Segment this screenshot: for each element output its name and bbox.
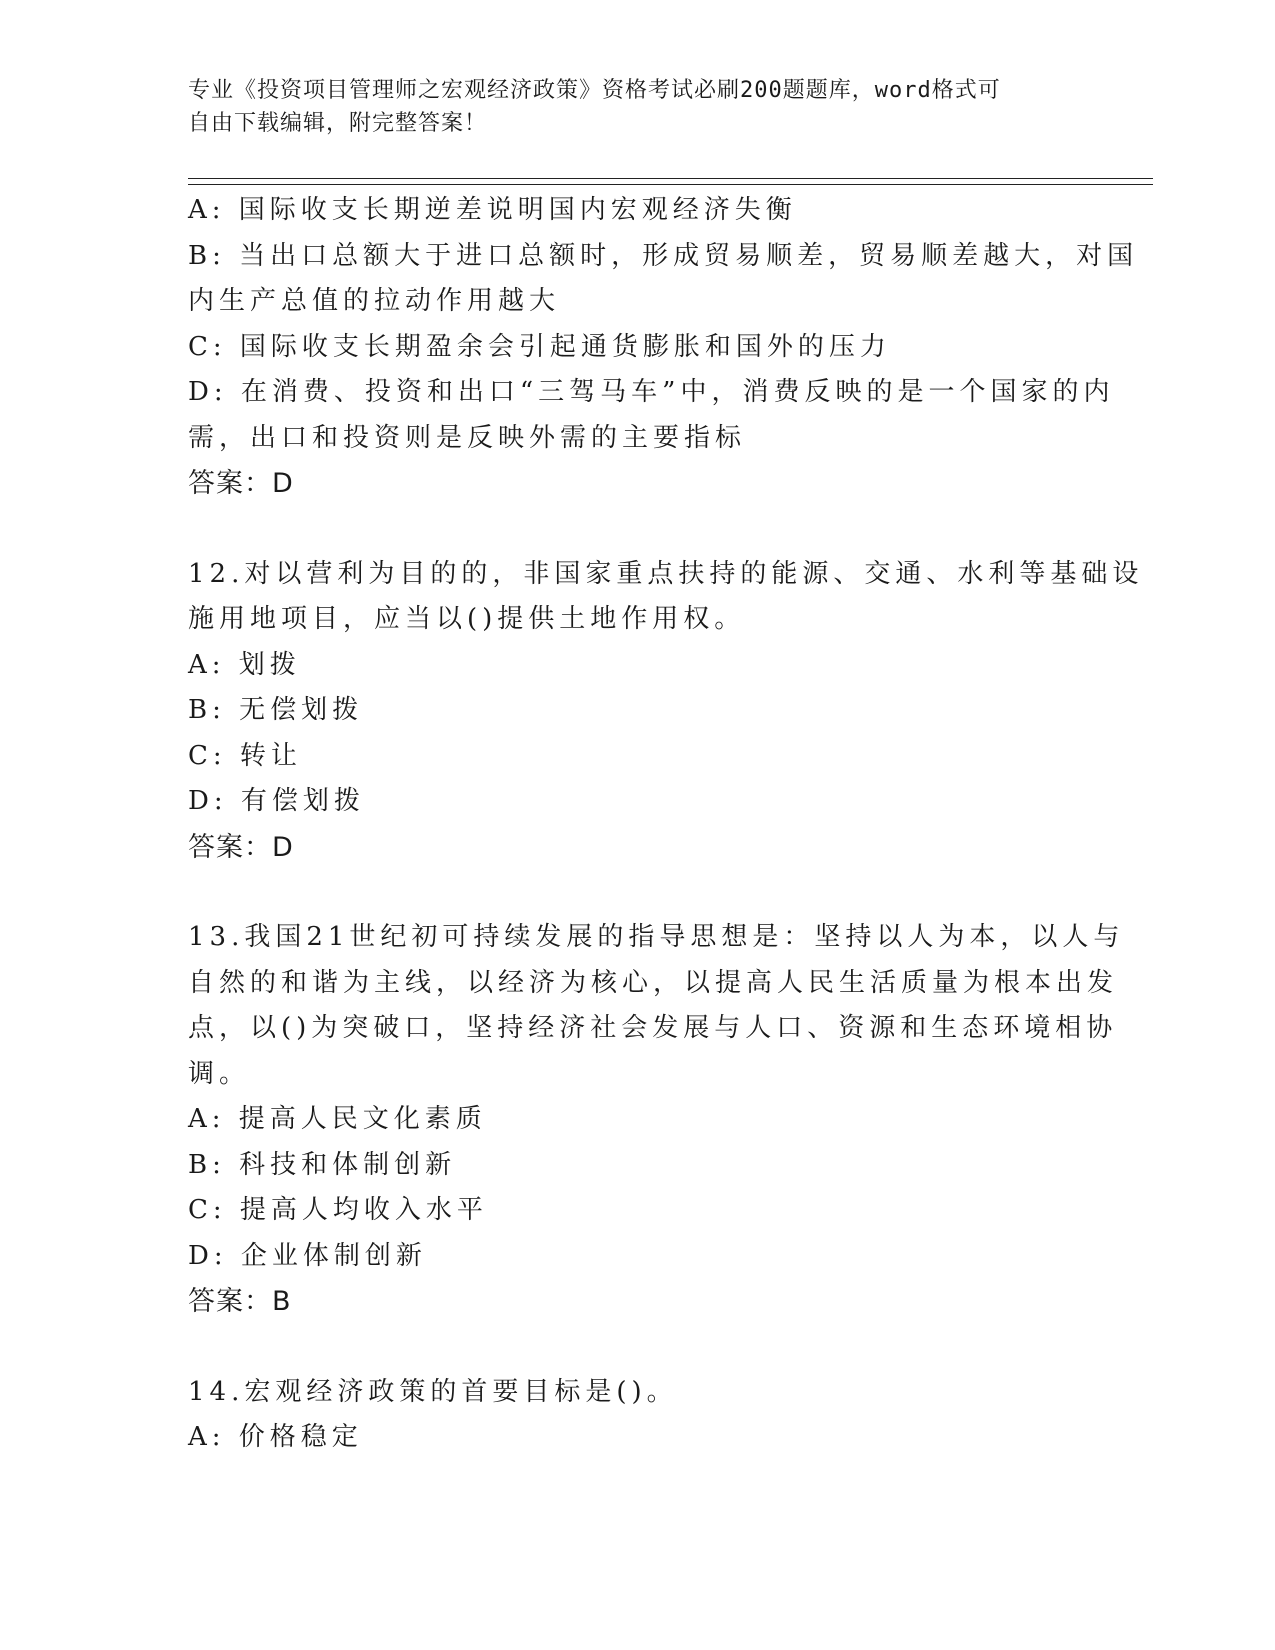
header-line-1: 专业《投资项目管理师之宏观经济政策》资格考试必刷200题题库，word格式可 <box>188 78 1001 103</box>
spacer <box>188 507 1088 552</box>
document-header <box>188 74 1088 140</box>
option-a: A: 价格稳定 <box>188 1422 363 1452</box>
option-d: D: 企业体制创新 <box>188 1240 427 1271</box>
spacer <box>188 1325 1088 1370</box>
option-c: C: 转让 <box>188 740 302 771</box>
question-list <box>188 188 1144 1461</box>
option-d-continued: 需，出口和投资则是反映外需的主要指标 <box>188 422 747 453</box>
question-12 <box>188 552 1144 871</box>
option-d: D: 有偿划拨 <box>188 786 365 816</box>
header-divider-bottom <box>188 184 1153 185</box>
option-b: B: 当出口总额大于进口总额时，形成贸易顺差，贸易顺差越大，对国 <box>188 240 1139 271</box>
option-b: B: 无偿划拨 <box>188 695 364 725</box>
option-d: D: 在消费、投资和出口“三驾马车”中，消费反映的是一个国家的内 <box>188 377 1115 407</box>
header-divider-top <box>188 178 1153 179</box>
option-c: C: 提高人均收入水平 <box>188 1195 488 1225</box>
question-stem-continued: 自然的和谐为主线，以经济为核心，以提高人民生活质量为根本出发 <box>188 967 1119 998</box>
answer-line: 答案：D <box>188 468 294 499</box>
header-line-2: 自由下载编辑，附完整答案！ <box>188 111 488 136</box>
spacer <box>188 870 1088 915</box>
question-stem: 14.宏观经济政策的首要目标是()。 <box>188 1376 678 1407</box>
question-13 <box>188 915 1125 1325</box>
question-stem: 12.对以营利为目的的，非国家重点扶持的能源、交通、水利等基础设 <box>188 558 1144 589</box>
question-stem-continued: 点，以()为突破口，坚持经济社会发展与人口、资源和生态环境相协 <box>188 1013 1118 1043</box>
answer-line: 答案：B <box>188 1286 292 1317</box>
option-a: A: 国际收支长期逆差说明国内宏观经济失衡 <box>188 195 797 225</box>
question-14 <box>188 1370 1088 1461</box>
question-11 <box>188 188 1139 507</box>
question-stem-continued: 施用地项目，应当以()提供土地作用权。 <box>188 604 746 634</box>
option-a: A: 提高人民文化素质 <box>188 1104 487 1134</box>
question-stem-continued: 调。 <box>188 1058 251 1089</box>
option-c: C: 国际收支长期盈余会引起通货膨胀和国外的压力 <box>188 331 891 362</box>
answer-line: 答案：D <box>188 831 294 863</box>
option-a: A: 划拨 <box>188 649 301 680</box>
option-b-continued: 内生产总值的拉动作用越大 <box>188 286 561 316</box>
question-stem: 13.我国21世纪初可持续发展的指导思想是：坚持以人为本，以人与 <box>188 922 1125 952</box>
option-b: B: 科技和体制创新 <box>188 1149 457 1180</box>
